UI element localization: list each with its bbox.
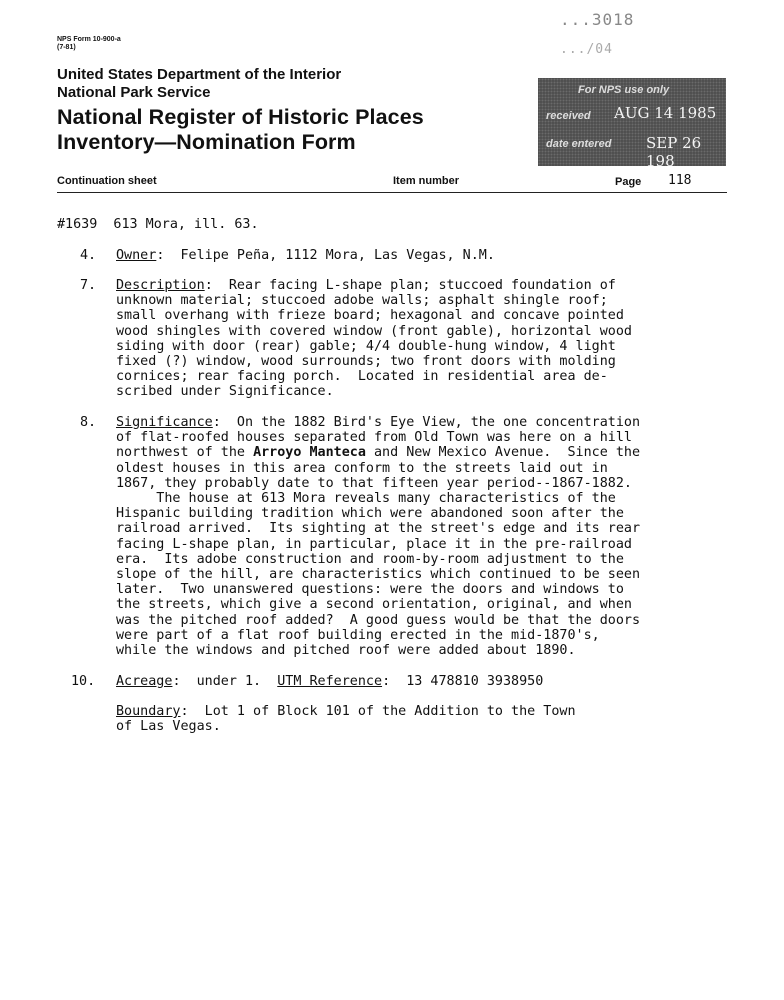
significance-number: 8. — [80, 415, 97, 430]
continuation-sheet-label: Continuation sheet — [57, 175, 157, 187]
description-line: small overhang with frieze board; hexagonal and concave pointed — [116, 308, 624, 324]
page-label: Page — [615, 176, 642, 188]
significance-line: was the pitched roof added? A good guess would be that the doors — [116, 612, 641, 628]
description-line: siding with door (rear) gable; 4/4 double-hung window, 4 light — [116, 338, 616, 354]
description-line: wood shingles with covered window (front gable), horizontal wood — [116, 323, 632, 339]
significance-first-line: : On the 1882 Bird's Eye View, the one concentration — [212, 415, 641, 430]
significance-label: Significance — [116, 415, 213, 430]
significance-line: oldest houses in this area conform to the streets laid out in — [116, 460, 608, 476]
description-line: unknown material; stuccoed adobe walls; asphalt shingle roof; — [116, 293, 608, 309]
description-paragraph — [116, 278, 632, 400]
description-first-line: : Rear facing L-shape plan; stuccoed foundation of — [204, 278, 616, 293]
form-number-text: NPS Form 10-900-a — [57, 36, 121, 43]
description-line: cornices; rear facing porch. Located in residential area de- — [116, 369, 608, 385]
significance-line: 1867, they probably date to that fifteen year period--1867-1882. — [116, 475, 632, 491]
stamp-reference-number: ...3018 — [560, 10, 635, 29]
significance-line: era. Its adobe construction and room-by-room adjustment to the — [116, 551, 624, 567]
significance-line: slope of the hill, are characteristics which continued to be seen — [116, 567, 641, 583]
acreage-text: : under 1. — [172, 674, 278, 689]
form-title-line-1: National Register of Historic Places — [57, 105, 424, 129]
acreage-line — [116, 674, 543, 689]
owner-number: 4. — [80, 248, 97, 263]
stamp-received-label: received — [546, 110, 591, 122]
form-number — [57, 36, 121, 52]
header-divider — [57, 192, 727, 193]
significance-paragraph — [116, 415, 640, 658]
acreage-label: Acreage — [116, 674, 173, 689]
stamp-reference-number-2: .../04 — [560, 42, 613, 57]
boundary-first-line: : Lot 1 of Block 101 of the Addition to the Town — [180, 704, 576, 719]
significance-line: were part of a flat roof building erected in the mid-1870's, — [116, 627, 600, 643]
description-line: fixed (?) window, wood surrounds; two front doors with molding — [116, 354, 616, 370]
significance-line-3b: and New Mexico Avenue. Since the — [365, 445, 641, 461]
boundary-paragraph — [116, 704, 576, 734]
item-number-label: Item number — [393, 175, 460, 187]
boundary-line: of Las Vegas. — [116, 719, 221, 735]
stamp-for-nps-label: For NPS use only — [578, 84, 670, 96]
utm-label: UTM Reference — [277, 674, 383, 689]
utm-text: : 13 478810 3938950 — [382, 674, 544, 689]
description-line: scribed under Significance. — [116, 384, 334, 400]
significance-line: facing L-shape plan, in particular, place it in the pre-railroad — [116, 536, 632, 552]
owner-line — [116, 248, 495, 263]
significance-line: The house at 613 Mora reveals many characteristics of the — [116, 491, 616, 507]
significance-line: Hispanic building tradition which were abandoned soon after the — [116, 506, 624, 522]
boundary-label: Boundary — [116, 704, 181, 719]
agency-heading — [57, 66, 341, 102]
page-number: 118 — [668, 173, 692, 188]
description-label: Description — [116, 278, 205, 293]
significance-line: the streets, which give a second orientation, original, and when — [116, 597, 632, 613]
acreage-number: 10. — [71, 674, 96, 689]
significance-line: of flat-roofed houses separated from Old Town was here on a hill — [116, 430, 632, 446]
stamp-entered-label: date entered — [546, 138, 612, 150]
received-stamp — [538, 78, 726, 170]
significance-line: while the windows and pitched roof were added about 1890. — [116, 643, 576, 659]
significance-line: railroad arrived. Its sighting at the street's edge and its rear — [116, 521, 641, 537]
significance-line-3a: northwest of the — [116, 445, 254, 461]
form-revision-text: (7-81) — [57, 44, 76, 51]
entry-heading: #1639 613 Mora, ill. 63. — [57, 217, 259, 232]
form-title — [57, 105, 424, 155]
description-number: 7. — [80, 278, 97, 293]
arroyo-manteca-bold: Arroyo Manteca — [253, 445, 366, 461]
agency-line-2: National Park Service — [57, 84, 211, 101]
stamp-received-date: AUG 14 1985 — [614, 104, 717, 122]
stamp-entered-date: SEP 26 198 — [646, 134, 702, 170]
owner-label: Owner — [116, 248, 157, 263]
form-title-line-2: Inventory—Nomination Form — [57, 130, 356, 154]
owner-text: : Felipe Peña, 1112 Mora, Las Vegas, N.M. — [156, 248, 495, 263]
agency-line-1: United States Department of the Interior — [57, 66, 342, 83]
significance-line: later. Two unanswered questions: were the doors and windows to — [116, 582, 624, 598]
